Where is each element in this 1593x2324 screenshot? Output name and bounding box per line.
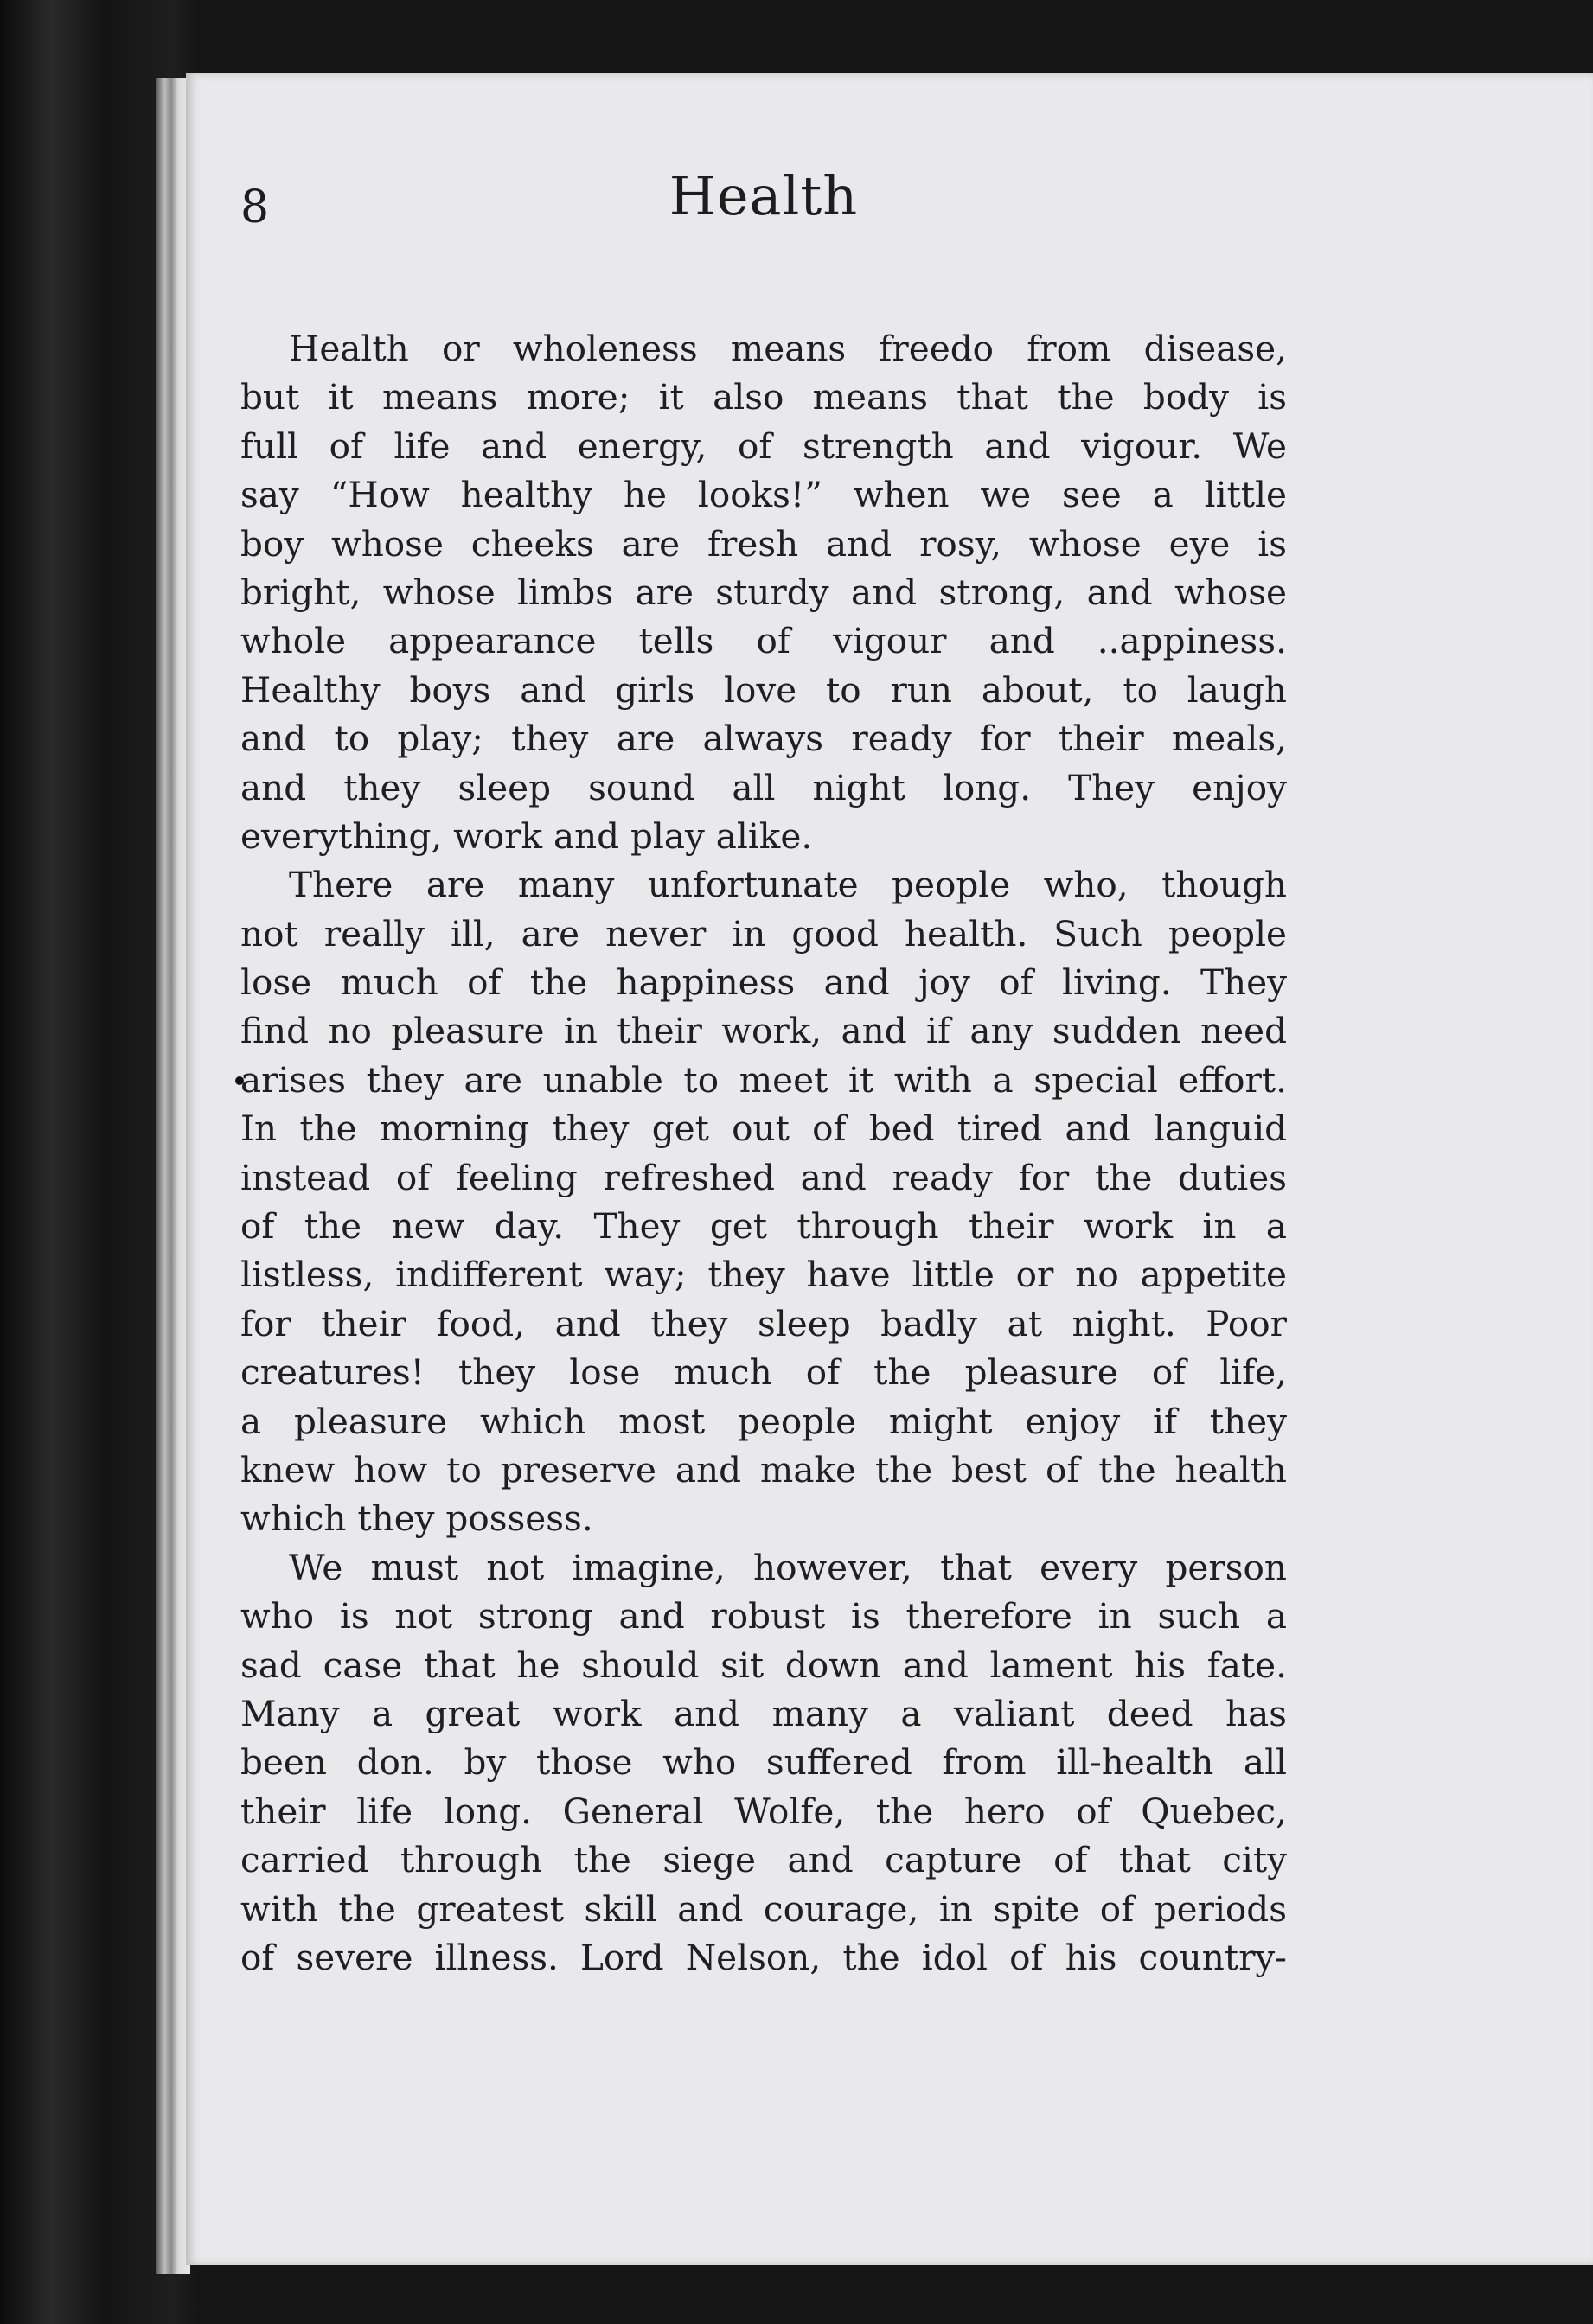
text-line: who is not strong and robust is therefore in such a [240,1595,1287,1638]
text-line: of severe illness. Lord Nelson, the idol of his country- [240,1936,1287,1978]
text-line: and to play; they are always ready for their meals, [240,718,1287,760]
text-line: There are many unfortunate people who, though [289,864,1287,906]
text-line: full of life and energy, of strength and vigour. We [240,425,1287,467]
text-line: In the morning they get out of bed tired and languid [240,1108,1287,1150]
running-title: Health [669,164,859,227]
text-line: We must not imagine, however, that every person [289,1546,1287,1588]
paragraph-3 [240,1543,1287,1982]
text-line: been don. by those who suffered from ill-health all [240,1741,1287,1784]
text-line: not really ill, are never in good health. Such people [240,912,1287,954]
text-line: but it means more; it also means that the body is [240,376,1287,418]
text-line: find no pleasure in their work, and if any sudden need [240,1010,1287,1052]
text-line: for their food, and they sleep badly at night. Poor [240,1302,1287,1344]
text-line: sad case that he should sit down and lament his fate. [240,1644,1287,1686]
book-spine-shadow [156,78,190,2274]
paragraph-2 [240,860,1287,1542]
text-line: of the new day. They get through their work in a [240,1205,1287,1248]
paragraph-1 [240,324,1287,860]
text-line: creatures! they lose much of the pleasure of life, [240,1351,1287,1394]
text-line: Many a great work and many a valiant deed has [240,1692,1287,1734]
text-line: instead of feeling refreshed and ready for the duties [240,1156,1287,1198]
text-line: whole appearance tells of vigour and ..appiness. [240,620,1287,662]
text-line: knew how to preserve and make the best of the health [240,1448,1287,1491]
text-line: with the greatest skill and courage, in spite of periods [240,1887,1287,1930]
text-line: say “How healthy he looks!” when we see a little [240,474,1287,516]
text-line: listless, indifferent way; they have little or no appetite [240,1254,1287,1296]
text-line: boy whose cheeks are fresh and rosy, whose eye is [240,522,1287,565]
text-line: lose much of the happiness and joy of living. They [240,961,1287,1004]
text-line: Healthy boys and girls love to run about, to laugh [240,668,1287,711]
text-line: and they sleep sound all night long. They enjoy [240,766,1287,808]
text-line: their life long. General Wolfe, the hero of Quebec, [240,1790,1287,1832]
text-line: a pleasure which most people might enjoy if they [240,1400,1287,1442]
text-line: bright, whose limbs are sturdy and strong, and whose [240,571,1287,613]
text-line: Health or wholeness means freedo from disease, [289,328,1287,369]
body-text [240,324,1287,1982]
text-line: carried through the siege and capture of that city [240,1839,1287,1881]
text-line: arises they are unable to meet it with a special effort. [240,1058,1287,1101]
page-header [240,164,1287,268]
page-number: 8 [240,182,270,233]
text-line: everything, work and play alike. [240,814,813,857]
text-line: which they possess. [240,1497,593,1540]
